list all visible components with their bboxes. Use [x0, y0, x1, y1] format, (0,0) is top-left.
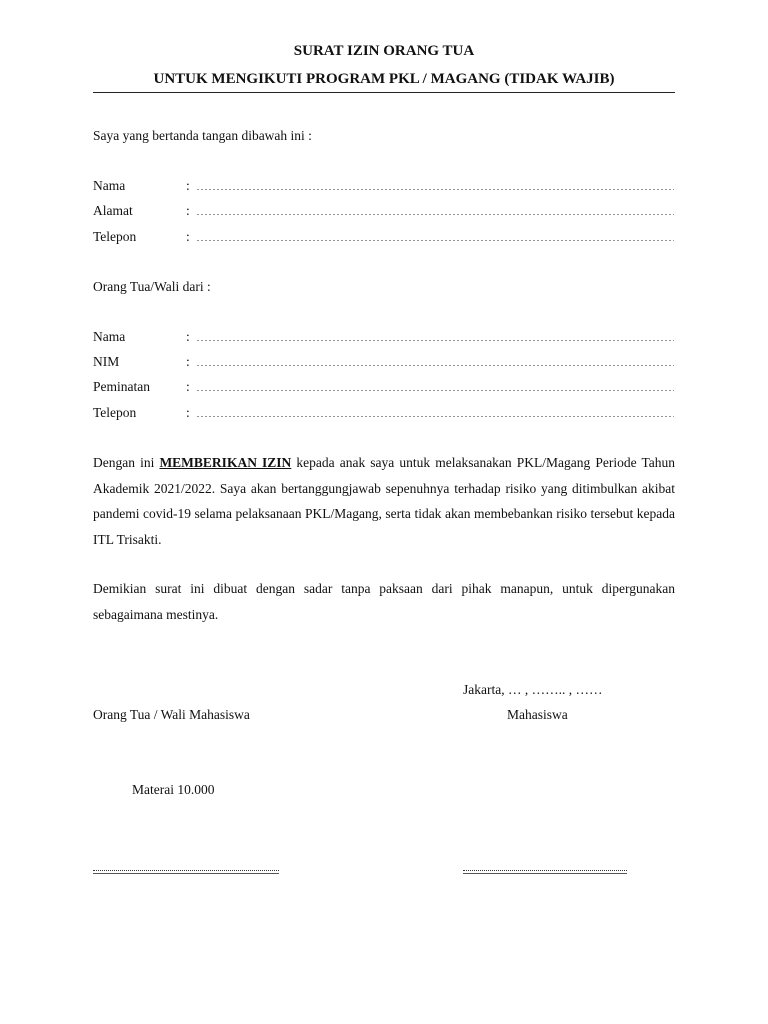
signer-name-blank[interactable] — [196, 181, 674, 191]
field-label: Alamat — [93, 203, 133, 218]
statement-lead: Dengan ini — [93, 455, 160, 470]
field-colon: : — [186, 178, 190, 193]
field-colon: : — [186, 354, 190, 369]
statement-emphasis: MEMBERIKAN IZIN — [159, 455, 292, 470]
parent-of-text: Orang Tua/Wali dari : — [93, 279, 211, 294]
field-colon: : — [186, 405, 190, 420]
student-nim-blank[interactable] — [196, 357, 674, 367]
parent-signature-line[interactable] — [93, 870, 279, 871]
signer-phone-blank[interactable] — [196, 232, 674, 242]
parent-signature-label: Orang Tua / Wali Mahasiswa — [93, 707, 250, 722]
intro-text: Saya yang bertanda tangan dibawah ini : — [93, 128, 312, 143]
student-signature-label: Mahasiswa — [507, 707, 568, 722]
statement-body: kepada anak saya untuk melaksanakan PKL/Magang Periode Tahun Akademik 2021/2022. Saya akan bertanggungjawab sepenuhnya terhadap risiko yang ditimbulkan akibat pandemi covid-19 selama pelaksanaan PKL/Magang, serta tidak akan membebankan risiko tersebut kepada ITL Trisakti. — [93, 455, 675, 547]
field-colon: : — [186, 329, 190, 344]
student-signature-underline — [463, 873, 627, 874]
field-label: Telepon — [93, 405, 137, 420]
stamp-label: Materai 10.000 — [132, 782, 215, 797]
field-colon: : — [186, 379, 190, 394]
student-major-blank[interactable] — [196, 382, 674, 392]
letter-title: SURAT IZIN ORANG TUA — [293, 43, 475, 59]
student-signature-line[interactable] — [463, 870, 627, 871]
field-label: Nama — [93, 178, 126, 193]
field-colon: : — [186, 229, 190, 244]
field-label: Nama — [93, 329, 126, 344]
student-name-blank[interactable] — [196, 332, 674, 342]
title-underline — [93, 92, 675, 93]
letter-subtitle: UNTUK MENGIKUTI PROGRAM PKL / MAGANG (TIDAK WAJIB) — [153, 71, 615, 87]
closing-statement: Demikian surat ini dibuat dengan sadar tanpa paksaan dari pihak manapun, untuk dipergunakan sebagaimana mestinya. — [93, 581, 675, 622]
field-label: Peminatan — [93, 379, 150, 394]
parent-signature-underline — [93, 873, 279, 874]
signer-address-blank[interactable] — [196, 206, 674, 216]
field-label: Telepon — [93, 229, 137, 244]
field-label: NIM — [93, 354, 120, 369]
field-colon: : — [186, 203, 190, 218]
place-date: Jakarta, … , …….. , …… — [463, 682, 603, 697]
permission-statement — [93, 450, 675, 552]
student-phone-blank[interactable] — [196, 408, 674, 418]
